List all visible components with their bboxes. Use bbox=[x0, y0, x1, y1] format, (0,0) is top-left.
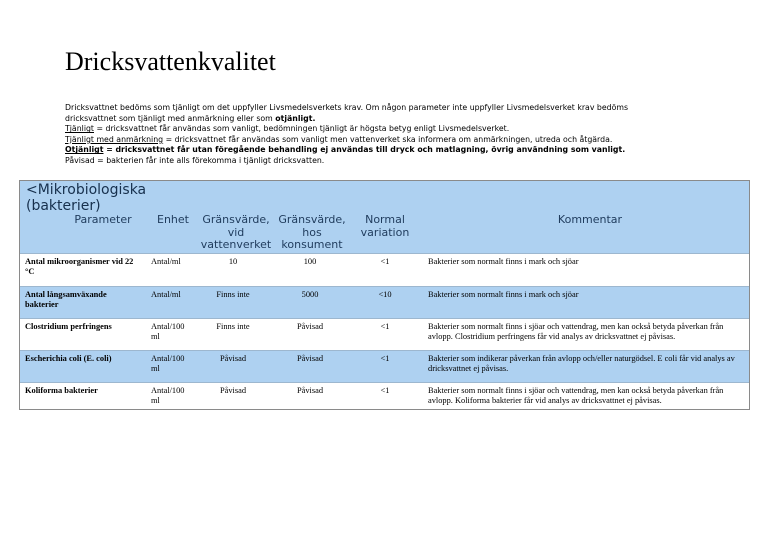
cell-gransvarde-konsument: Påvisad bbox=[296, 354, 324, 363]
intro-line-4 bbox=[65, 135, 745, 146]
cell-gransvarde-vattenverket: Påvisad bbox=[219, 386, 247, 395]
cell-kommentar: Bakterier som normalt finns i sjöar och vattendrag, men kan också betyda påverkan från avlopp. Clostridium perfringens får vid analys av dricksvattnet ej påvisas. bbox=[428, 322, 724, 342]
cell-kommentar: Bakterier som normalt finns i mark och sjöar bbox=[428, 257, 579, 266]
term-tjanligt-med-anmarkning: Tjänligt med anmärkning bbox=[65, 134, 164, 144]
cell-kommentar: Bakterier som normalt finns i sjöar och vattendrag, men kan också betyda påverkan från avlopp. Koliforma bakterier får vid analys av dricksvattnet ej påvisas. bbox=[428, 386, 724, 406]
term-otjanligt: Otjänligt bbox=[65, 145, 104, 155]
cell-gransvarde-konsument: Påvisad bbox=[296, 322, 324, 331]
table-row bbox=[20, 253, 749, 286]
cell-unit: Antal/100 ml bbox=[151, 354, 185, 374]
cell-normal-variation: <1 bbox=[380, 354, 390, 363]
cell-gransvarde-konsument: 100 bbox=[303, 257, 317, 266]
cell-parameter: Koliforma bakterier bbox=[25, 386, 98, 395]
cell-gransvarde-konsument: Påvisad bbox=[296, 386, 324, 395]
header-kommentar: Kommentar bbox=[557, 213, 623, 226]
cell-unit: Antal/100 ml bbox=[151, 322, 185, 342]
cell-normal-variation: <10 bbox=[378, 290, 392, 299]
intro-line-5 bbox=[65, 145, 745, 156]
cell-gransvarde-vattenverket: Påvisad bbox=[219, 354, 247, 363]
table-row bbox=[20, 318, 749, 350]
intro-line-2-text: dricksvattnet som tjänligt med anmärkning eller som bbox=[65, 113, 276, 123]
definition-tjanligt-med-anmarkning: = dricksvattnet får användas som vanligt men vattenverket ska informera om anmärkningen, utreda och åtgärda. bbox=[163, 134, 613, 144]
header-unit: Enhet bbox=[157, 213, 189, 226]
cell-gransvarde-vattenverket: 10 bbox=[228, 257, 238, 266]
cell-unit: Antal/ml bbox=[151, 257, 181, 266]
cell-parameter: Escherichia coli (E. coli) bbox=[25, 354, 112, 363]
microbiology-table bbox=[19, 180, 750, 410]
header-gransvarde-vattenverket: Gränsvärde, vid vattenverket bbox=[200, 213, 272, 252]
cell-unit: Antal/100 ml bbox=[151, 386, 185, 406]
intro-line-6: Påvisad = bakterien får inte alls förekomma i tjänligt dricksvatten. bbox=[65, 155, 325, 165]
header-normal-variation: Normal variation bbox=[360, 213, 410, 239]
table-row bbox=[20, 286, 749, 318]
table-header bbox=[20, 181, 749, 253]
intro-text bbox=[65, 103, 745, 167]
cell-unit: Antal/ml bbox=[151, 290, 181, 299]
page-title: Dricksvattenkvalitet bbox=[65, 47, 276, 76]
cell-kommentar: Bakterier som normalt finns i mark och sjöar bbox=[428, 290, 579, 299]
cell-parameter: Antal mikroorganismer vid 22 °C bbox=[25, 257, 134, 277]
cell-normal-variation: <1 bbox=[380, 322, 390, 331]
cell-gransvarde-vattenverket: Finns inte bbox=[216, 290, 250, 299]
intro-line-3 bbox=[65, 124, 745, 135]
intro-line-1: Dricksvattnet bedöms som tjänligt om det uppfyller Livsmedelsverkets krav. Om någon parameter inte uppfyller Livsmedelsverket krav bedöms bbox=[65, 103, 629, 112]
cell-parameter: Clostridium perfringens bbox=[25, 322, 112, 331]
intro-otjanligt-bold: otjänligt. bbox=[275, 113, 316, 123]
table-row bbox=[20, 382, 749, 413]
cell-normal-variation: <1 bbox=[380, 386, 390, 395]
section-title: <Mikrobiologiska (bakterier) bbox=[26, 182, 147, 214]
term-tjanligt: Tjänligt bbox=[65, 124, 94, 134]
definition-otjanligt: = dricksvattnet får utan föregående behandling ej användas till dryck och matlagning, övrig användning som vanligt. bbox=[103, 145, 626, 155]
header-gransvarde-konsument: Gränsvärde, hos konsument bbox=[278, 213, 346, 252]
cell-gransvarde-vattenverket: Finns inte bbox=[216, 322, 250, 331]
cell-parameter: Antal långsamväxande bakterier bbox=[25, 290, 107, 310]
header-parameter: Parameter bbox=[74, 213, 132, 226]
intro-line-2 bbox=[65, 114, 745, 125]
cell-normal-variation: <1 bbox=[380, 257, 390, 266]
definition-tjanligt: = dricksvattnet får användas som vanligt, bedömningen tjänligt är högsta betyg enligt Livsmedelsverket. bbox=[94, 124, 510, 134]
cell-gransvarde-konsument: 5000 bbox=[301, 290, 319, 299]
cell-kommentar: Bakterier som indikerar påverkan från avlopp och/eller naturgödsel. E coli får vid analys av dricksvattnet ej påvisas. bbox=[428, 354, 735, 374]
table-row bbox=[20, 350, 749, 382]
